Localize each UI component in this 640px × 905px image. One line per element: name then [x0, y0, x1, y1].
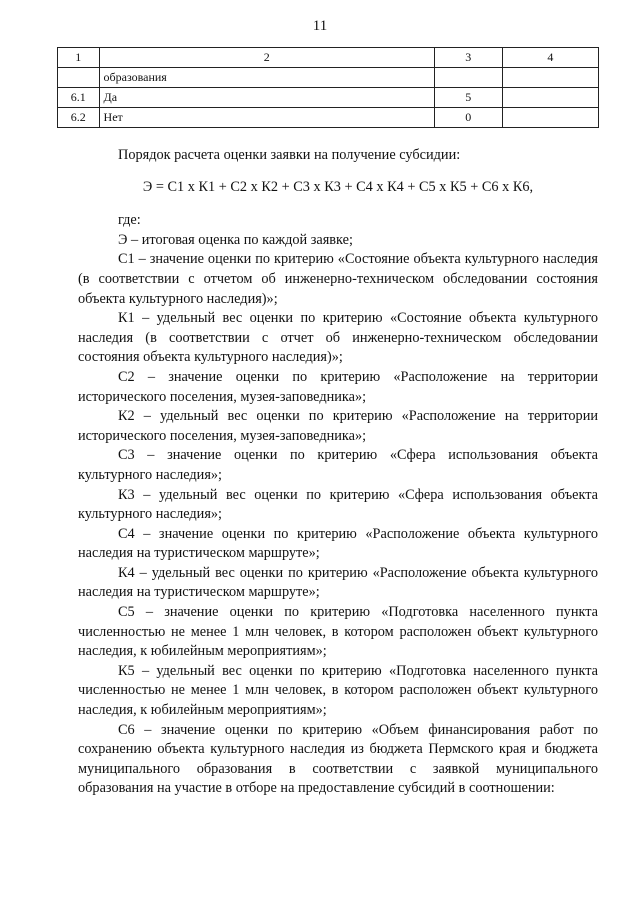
- header-cell-3: 3: [434, 48, 502, 68]
- definition-k5: К5 – удельный вес оценки по критерию «Подготовка населенного пункта численностью не менее 1 млн человек, в котором расположен объект культурного наследия, к юбилейным мероприятиям»;: [78, 662, 598, 719]
- definition-c2: С2 – значение оценки по критерию «Расположение на территории исторического поселения, музея-заповедника»;: [78, 368, 598, 405]
- definition-c6: С6 – значение оценки по критерию «Объем финансирования работ по сохранению объекта культурного наследия из бюджета Пермского края и бюджета муниципального образования в соответствии с заявкой муниципального образования на участие в отборе на предоставление субсидий в соотношении:: [78, 721, 598, 797]
- definition-k1: К1 – удельный вес оценки по критерию «Состояние объекта культурного наследия (в соответствии с отчет об инженерно-техническом обследовании состояния объекта культурного наследия)»;: [78, 310, 598, 366]
- definition-k2: К2 – удельный вес оценки по критерию «Расположение на территории исторического поселения, музея-заповедника»;: [78, 408, 598, 444]
- page-number: 11: [312, 18, 328, 34]
- intro-paragraph: Порядок расчета оценки заявки на получение субсидии:: [118, 147, 461, 163]
- definition-k3: К3 – удельный вес оценки по критерию «Сфера использования объекта культурного наследия»;: [78, 486, 598, 523]
- definition-k4: К4 – удельный вес оценки по критерию «Расположение объекта культурного наследия на туристическом маршруте»;: [78, 564, 598, 601]
- definition-c1: С1 – значение оценки по критерию «Состояние объекта культурного наследия (в соответствии с отчетом об инженерно-техническом обследовании состояния объекта культурного наследия)»;: [78, 251, 598, 307]
- row-extra-cell: [502, 108, 598, 128]
- table-row: [58, 68, 599, 88]
- document-body: [78, 146, 598, 799]
- definition-e: Э – итоговая оценка по каждой заявке;: [118, 231, 353, 248]
- criteria-table: [57, 47, 599, 128]
- header-cell-4: 4: [502, 48, 598, 68]
- definition-c5: С5 – значение оценки по критерию «Подготовка населенного пункта численностью не менее 1 млн человек, в котором расположен объект культурного наследия, к юбилейным мероприятиям»;: [78, 604, 598, 660]
- row-score-cell: 5: [434, 88, 502, 108]
- score-formula: Э = С1 х К1 + С2 х К2 + С3 х К3 + С4 х К4 + С5 х К5 + С6 х К6,: [142, 178, 534, 195]
- row-extra-cell: [502, 88, 598, 108]
- table-row: [58, 88, 599, 108]
- row-number-cell: [58, 68, 100, 88]
- row-label-cell: Нет: [99, 108, 434, 128]
- row-label-cell: Да: [99, 88, 434, 108]
- header-cell-1: 1: [58, 48, 100, 68]
- row-score-cell: 0: [434, 108, 502, 128]
- row-label-cell: образования: [99, 68, 434, 88]
- where-label: где:: [118, 212, 141, 229]
- definition-c4: С4 – значение оценки по критерию «Расположение объекта культурного наследия на туристическом маршруте»;: [78, 525, 598, 562]
- definition-c3: С3 – значение оценки по критерию «Сфера использования объекта культурного наследия»;: [78, 447, 598, 483]
- table-header-row: [58, 48, 599, 68]
- row-number-cell: 6.2: [58, 108, 100, 128]
- header-cell-2: 2: [99, 48, 434, 68]
- row-extra-cell: [502, 68, 598, 88]
- table-row: [58, 108, 599, 128]
- row-score-cell: [434, 68, 502, 88]
- row-number-cell: 6.1: [58, 88, 100, 108]
